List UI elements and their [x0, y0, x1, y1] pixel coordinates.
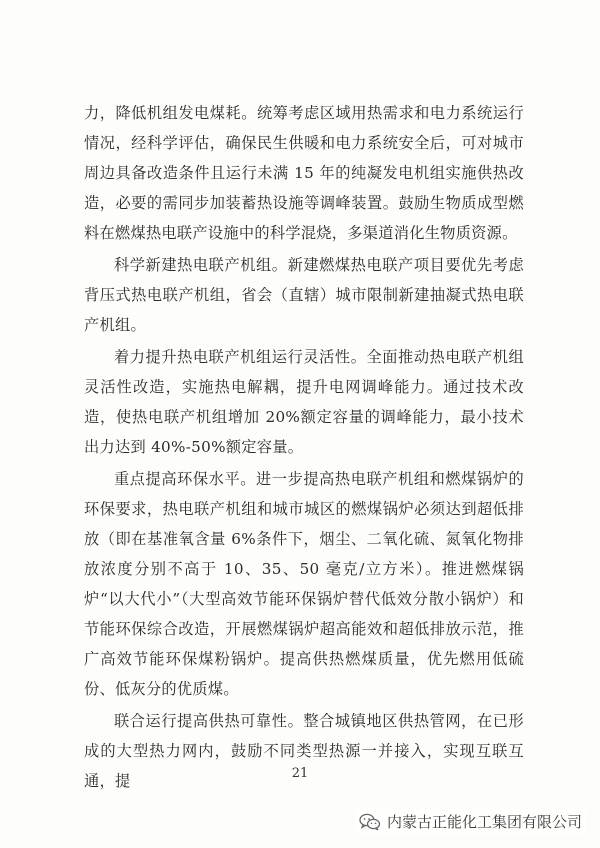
watermark-text: 内蒙古正能化工集团有限公司 — [386, 813, 582, 831]
page-number: 21 — [291, 766, 309, 781]
watermark — [355, 809, 586, 834]
paragraph-3: 着力提升热电联产机组运行灵活性。全面推动热电联产机组灵活性改造，实施热电解耦，提升电网调峰能力。通过技术改造，使热电联产机组增加 20%额定容量的调峰能力，最小技术出力达到 40%-50%额定容量。 — [84, 348, 524, 456]
paragraph-1: 力，降低机组发电煤耗。统筹考虑区域用热需求和电力系统运行情况，经科学评估，确保民生供暖和电力系统安全后，可对城市周边具备改造条件且运行未满 15 年的纯凝发电机组实施供热改造，必要的需同步加装蓄热设施等调峰装置。鼓励生物质成型燃料在燃煤热电联产设施中的科学混烧，多渠道消化生物质资源。 — [84, 104, 524, 242]
wechat-icon — [359, 813, 381, 831]
paragraph-2: 科学新建热电联产机组。新建燃煤热电联产项目要优先考虑背压式热电联产机组，省会（直辖）城市限制新建抽凝式热电联产机组。 — [84, 256, 524, 334]
paragraph-5: 联合运行提高供热可靠性。整合城镇地区供热管网，在已形成的大型热力网内，鼓励不同类型热源一并接入，实现互联互通，提 — [84, 712, 524, 790]
body-text — [84, 98, 524, 798]
paragraph-4: 重点提高环保水平。进一步提高热电联产机组和燃煤锅炉的环保要求，热电联产机组和城市城区的燃煤锅炉必须达到超低排放（即在基准氧含量 6%条件下，烟尘、二氧化硫、氮氧化物排放浓度分别不高于 10、35、50 毫克/立方米）。推进燃煤锅炉“以大代小”（大型高效节能环保锅炉替代低效分散小锅炉）和节能环保综合改造，开展燃煤锅炉超高能效和超低排放示范，推广高效节能环保煤粉锅炉。提高供热燃煤质量，优先燃用低硫份、低灰分的优质煤。 — [84, 470, 524, 698]
